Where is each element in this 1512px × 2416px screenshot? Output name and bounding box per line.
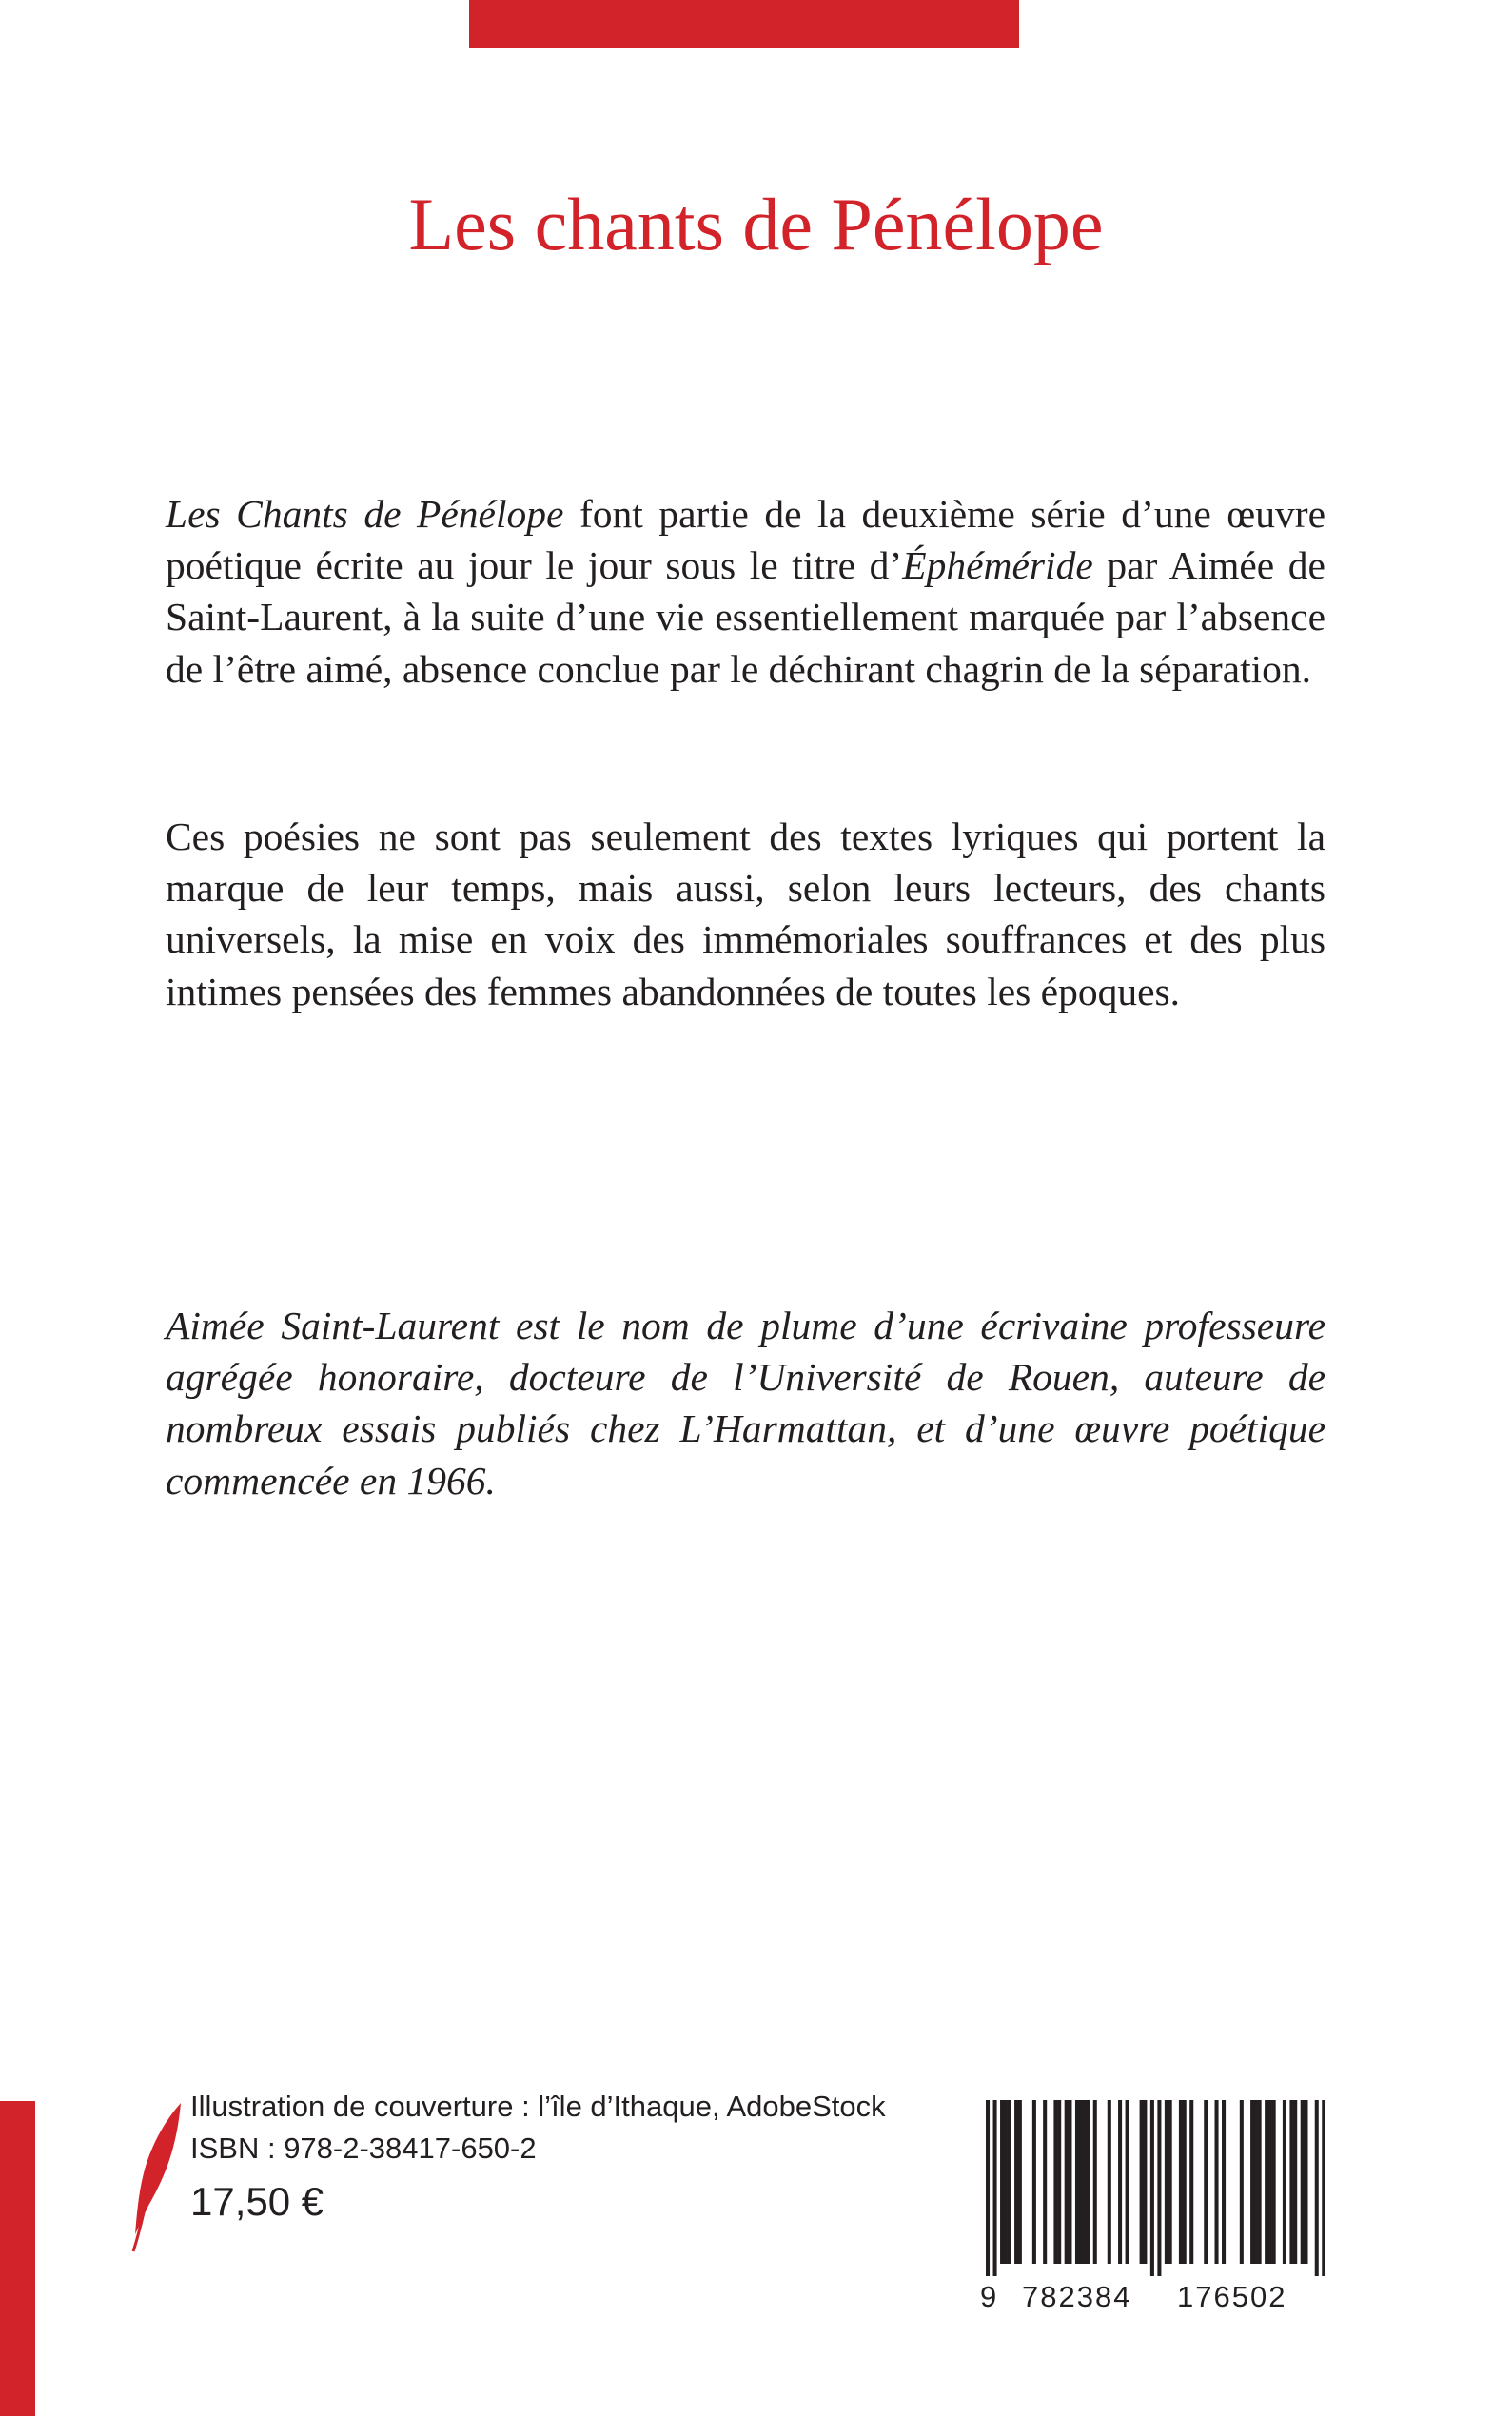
barcode-bar xyxy=(1168,2100,1172,2264)
barcode-bar xyxy=(1004,2100,1008,2264)
credits-block xyxy=(190,2086,886,2232)
barcode-bar xyxy=(1065,2100,1069,2264)
barcode-first-digit: 9 xyxy=(980,2280,997,2313)
barcode-bar xyxy=(1322,2100,1325,2276)
barcode-bar xyxy=(993,2100,997,2276)
barcode-bar xyxy=(986,2100,990,2276)
barcode-bar xyxy=(1272,2100,1276,2264)
barcode-bar xyxy=(1289,2100,1293,2264)
book-title: Les chants de Pénélope xyxy=(408,183,1104,265)
barcode-bar xyxy=(1143,2100,1147,2264)
barcode-bar xyxy=(1014,2100,1018,2264)
barcode-bar xyxy=(1283,2100,1286,2264)
isbn: ISBN : 978-2-38417-650-2 xyxy=(190,2131,537,2165)
barcode-bar xyxy=(1008,2100,1011,2264)
barcode-bar xyxy=(1204,2100,1208,2264)
summary-text-part-1: font partie de la deuxième série d’une œuvre poétique écrite au jour le jour sous le titre d’ xyxy=(166,492,1325,588)
price: 17,50 € xyxy=(190,2179,324,2224)
summary-paragraph-1 xyxy=(166,488,1325,695)
barcode-bar xyxy=(1179,2100,1183,2264)
barcode-bar xyxy=(1215,2100,1219,2264)
barcode-bar xyxy=(1032,2100,1036,2264)
barcode-bar xyxy=(1043,2100,1047,2264)
barcode-bar xyxy=(1304,2100,1307,2264)
barcode-bar xyxy=(1000,2100,1004,2264)
barcode-bar xyxy=(1140,2100,1144,2264)
barcode-bar xyxy=(1258,2100,1262,2264)
barcode-bar xyxy=(1057,2100,1061,2264)
barcode-left-group: 782384 xyxy=(1022,2280,1132,2313)
barcode-bar xyxy=(1079,2100,1083,2264)
barcode-bar xyxy=(1075,2100,1079,2264)
summary-paragraph-2: Ces poésies ne sont pas seulement des textes lyriques qui portent la marque de leur temps, mais aussi, selon leurs lecteurs, des chants universels, la mise en voix des immémoriales souffrances et des plus intimes pensées des femmes abandonnées de toutes les époques. xyxy=(166,815,1325,1013)
feather-icon xyxy=(128,2101,183,2253)
barcode-bar xyxy=(1093,2100,1097,2264)
barcode-bar xyxy=(1265,2100,1268,2264)
barcode-bar xyxy=(1293,2100,1297,2264)
barcode-bar xyxy=(1315,2100,1319,2276)
barcode-bar xyxy=(1250,2100,1254,2264)
barcode-bar xyxy=(1118,2100,1122,2264)
author-bio: Aimée Saint-Laurent est le nom de plume d’une écrivaine professeure agrégée honoraire, docteure de l’Université de Rouen, auteure de nombreux essais publiés chez L’Harmattan, et d’une œuvre poétique commencée en 1966. xyxy=(166,1304,1325,1503)
barcode-bar xyxy=(1108,2100,1111,2264)
summary-book-title: Les Chants de Pénélope xyxy=(166,492,564,536)
barcode-bar xyxy=(1301,2100,1305,2264)
summary-series-title: Éphéméride xyxy=(902,543,1093,588)
barcode-bar xyxy=(1086,2100,1090,2264)
barcode-bar xyxy=(1082,2100,1086,2264)
barcode-bar xyxy=(1222,2100,1226,2264)
barcode-bar xyxy=(1157,2100,1161,2276)
summary-text-part-2: par Aimée de Saint-Laurent, à la suite d’une vie essentiellement marquée par l’absence de l’être aimé, absence conclue par le déchirant chagrin de la séparation. xyxy=(166,543,1325,691)
barcode xyxy=(986,2100,1325,2276)
barcode-bar xyxy=(1053,2100,1057,2264)
barcode-bar xyxy=(1126,2100,1129,2264)
barcode-bar xyxy=(1240,2100,1244,2264)
side-accent-bar xyxy=(0,2101,35,2416)
barcode-bar xyxy=(1189,2100,1193,2264)
barcode-bar xyxy=(1254,2100,1258,2264)
barcode-bar xyxy=(1150,2100,1154,2276)
barcode-bar xyxy=(1268,2100,1272,2264)
barcode-bar xyxy=(1018,2100,1022,2264)
illustration-credit: Illustration de couverture : l’île d’Ithaque, AdobeStock xyxy=(190,2090,886,2123)
barcode-right-group: 176502 xyxy=(1177,2280,1287,2313)
barcode-bar xyxy=(1165,2100,1168,2264)
barcode-bar xyxy=(1183,2100,1187,2264)
top-accent-bar xyxy=(469,0,1019,48)
barcode-bar xyxy=(1068,2100,1071,2264)
